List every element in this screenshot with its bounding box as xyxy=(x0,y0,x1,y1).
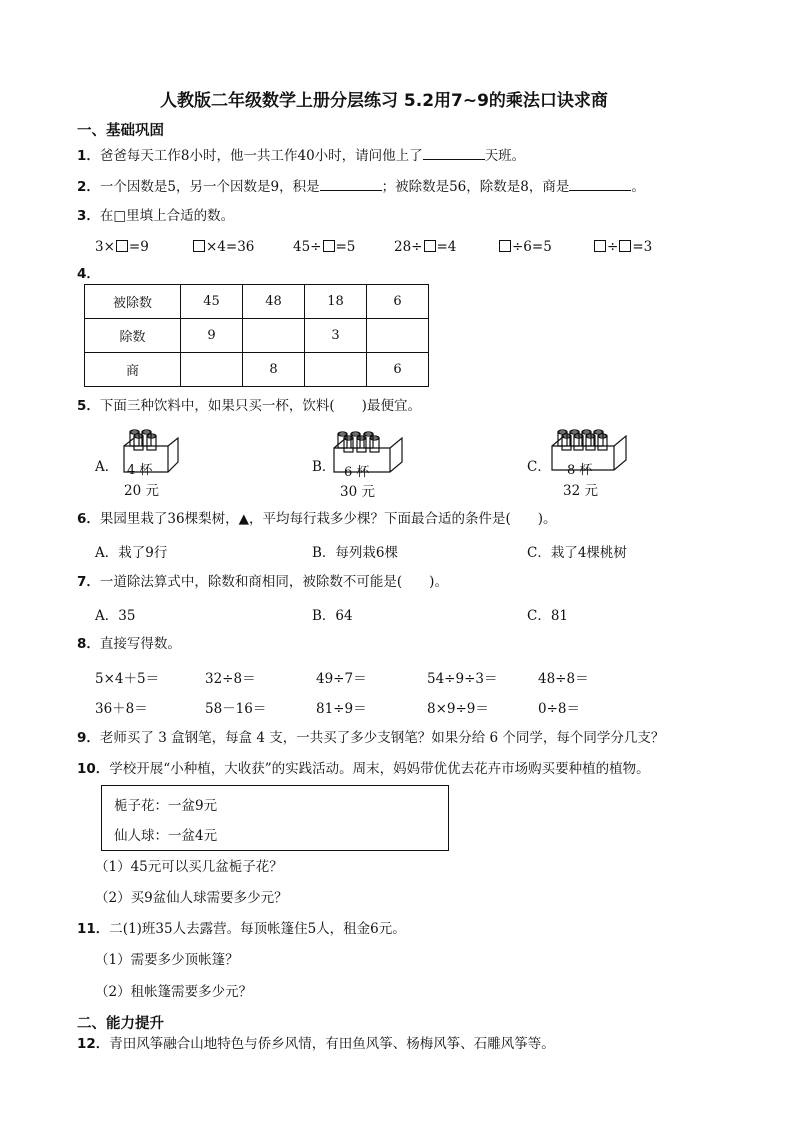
question-3 xyxy=(77,207,234,225)
option-a[interactable]: A．栽了9行 xyxy=(95,545,168,561)
question-number: 8． xyxy=(77,636,100,652)
answer-blank[interactable] xyxy=(423,145,485,160)
calc-item: 54÷9÷3＝ xyxy=(427,671,498,687)
question-number: 4． xyxy=(77,266,100,282)
question-text: 二(1)班35人去露营。每顶帐篷住5人，租金6元。 xyxy=(109,921,406,937)
question-number: 6． xyxy=(77,511,100,527)
pack-b-price: 30 元 xyxy=(340,484,375,500)
question-text: 一个因数是5，另一个因数是9，积是 xyxy=(99,179,320,195)
question-number: 5． xyxy=(77,398,100,414)
question-number: 1． xyxy=(77,148,100,164)
question-5 xyxy=(77,397,421,415)
answer-blank[interactable] xyxy=(569,176,631,191)
table-cell[interactable]: 8 xyxy=(243,353,305,387)
question-6 xyxy=(77,510,557,528)
calc-item: 36＋8＝ xyxy=(95,701,148,717)
sub-question: （2）租帐篷需要多少元？ xyxy=(95,984,253,1000)
question-8 xyxy=(77,635,181,653)
calc-item: 8×9÷9＝ xyxy=(427,701,489,717)
pack-a-count: 4 杯 xyxy=(127,463,153,478)
row-header: 被除数 xyxy=(85,285,181,319)
price-item: 仙人球：一盆4元 xyxy=(114,828,218,844)
question-number: 12． xyxy=(77,1036,110,1052)
pack-b-count: 6 杯 xyxy=(344,465,370,480)
fill-in-item: ×4=36 xyxy=(192,239,254,255)
answer-box[interactable] xyxy=(499,240,511,252)
calc-item: 48÷8＝ xyxy=(538,671,589,687)
table-cell[interactable]: 6 xyxy=(367,285,429,319)
table-cell[interactable]: 48 xyxy=(243,285,305,319)
question-text: 果园里栽了36棵梨树，▲，平均每行栽多少棵？下面最合适的条件是( )。 xyxy=(99,511,557,527)
answer-box[interactable] xyxy=(193,240,205,252)
question-12 xyxy=(77,1035,555,1053)
table-row xyxy=(85,285,429,319)
calc-item: 32÷8＝ xyxy=(205,671,256,687)
option-a[interactable]: A．35 xyxy=(95,608,136,624)
table-row xyxy=(85,319,429,353)
row-header: 除数 xyxy=(85,319,181,353)
table-cell[interactable] xyxy=(305,353,367,387)
section-heading-advanced: 二、能力提升 xyxy=(77,1016,164,1032)
pack-a-price: 20 元 xyxy=(124,483,159,499)
table-row xyxy=(85,353,429,387)
price-item: 栀子花：一盆9元 xyxy=(114,798,218,814)
option-b-label[interactable]: B． xyxy=(312,459,336,475)
question-text: 。 xyxy=(631,179,645,195)
answer-box[interactable] xyxy=(424,240,436,252)
question-text: 在□里填上合适的数。 xyxy=(99,208,235,224)
table-cell[interactable] xyxy=(367,319,429,353)
question-text: ；被除数是56，除数是8，商是 xyxy=(381,179,570,195)
question-7 xyxy=(77,573,448,591)
table-cell[interactable]: 3 xyxy=(305,319,367,353)
fill-in-item: 3× =9 xyxy=(95,239,149,255)
question-text: 学校开展“小种植，大收获”的实践活动。周末，妈妈带优优去花卉市场购买要种植的植物。 xyxy=(109,761,650,777)
calc-item: 5×4＋5＝ xyxy=(95,671,160,687)
answer-box[interactable] xyxy=(323,240,335,252)
fill-in-item: 28÷ =4 xyxy=(394,239,457,255)
question-number: 10． xyxy=(77,761,110,777)
price-list-box xyxy=(101,785,449,851)
calc-item: 49÷7＝ xyxy=(316,671,367,687)
pack-c-count: 8 杯 xyxy=(567,463,593,478)
question-number: 7． xyxy=(77,574,100,590)
option-c[interactable]: C．81 xyxy=(527,608,569,624)
table-cell[interactable]: 6 xyxy=(367,353,429,387)
question-text: 青田风筝融合山地特色与侨乡风情，有田鱼风筝、杨梅风筝、石雕风筝等。 xyxy=(109,1036,555,1052)
table-cell[interactable]: 45 xyxy=(181,285,243,319)
division-table xyxy=(84,284,429,387)
option-c[interactable]: C．栽了4棵桃树 xyxy=(527,545,627,561)
calc-item: 81÷9＝ xyxy=(316,701,367,717)
question-text: 爸爸每天工作8小时，他一共工作40小时，请问他上了 xyxy=(99,148,423,164)
question-number: 2． xyxy=(77,179,100,195)
table-cell[interactable] xyxy=(243,319,305,353)
calc-item: 58－16＝ xyxy=(205,701,267,717)
sub-question: （2）买9盆仙人球需要多少元？ xyxy=(95,890,288,906)
table-cell[interactable] xyxy=(181,353,243,387)
question-2 xyxy=(77,176,645,196)
table-cell[interactable]: 9 xyxy=(181,319,243,353)
option-c-label[interactable]: C． xyxy=(527,459,551,475)
option-b[interactable]: B．每列栽6棵 xyxy=(312,545,399,561)
table-cell[interactable]: 18 xyxy=(305,285,367,319)
pack-c-price: 32 元 xyxy=(563,483,598,499)
sub-question: （1）需要多少顶帐篷？ xyxy=(95,952,239,968)
row-header: 商 xyxy=(85,353,181,387)
fill-in-item: ÷ =3 xyxy=(593,239,652,255)
fill-in-item: 45÷ =5 xyxy=(293,239,356,255)
question-text: 老师买了 3 盒钢笔，每盒 4 支，一共买了多少支钢笔？如果分给 6 个同学，每个同学分几支？ xyxy=(99,730,665,746)
option-a-label[interactable]: A． xyxy=(95,459,119,475)
answer-box[interactable] xyxy=(619,240,631,252)
question-text: 直接写得数。 xyxy=(99,636,181,652)
calc-item: 0÷8＝ xyxy=(538,701,580,717)
fill-in-item: ÷6=5 xyxy=(498,239,552,255)
question-number: 9． xyxy=(77,730,100,746)
question-number: 11． xyxy=(77,921,110,937)
question-4 xyxy=(77,265,100,283)
question-text: 下面三种饮料中，如果只买一杯，饮料( )最便宜。 xyxy=(99,398,421,414)
answer-box[interactable] xyxy=(594,240,606,252)
answer-box[interactable] xyxy=(116,240,128,252)
question-1 xyxy=(77,145,525,165)
section-heading-basic: 一、基础巩固 xyxy=(77,123,164,139)
question-number: 3． xyxy=(77,208,100,224)
answer-blank[interactable] xyxy=(320,176,382,191)
sub-question: （1）45元可以买几盆栀子花？ xyxy=(95,859,283,875)
question-9 xyxy=(77,729,664,747)
option-b[interactable]: B．64 xyxy=(312,608,353,624)
question-10 xyxy=(77,760,650,778)
question-text: 一道除法算式中，除数和商相同，被除数不可能是( )。 xyxy=(99,574,448,590)
question-11 xyxy=(77,920,406,938)
page-title: 人教版二年级数学上册分层练习 5.2用7~9的乘法口诀求商 xyxy=(160,91,608,111)
question-text: 天班。 xyxy=(484,148,526,164)
